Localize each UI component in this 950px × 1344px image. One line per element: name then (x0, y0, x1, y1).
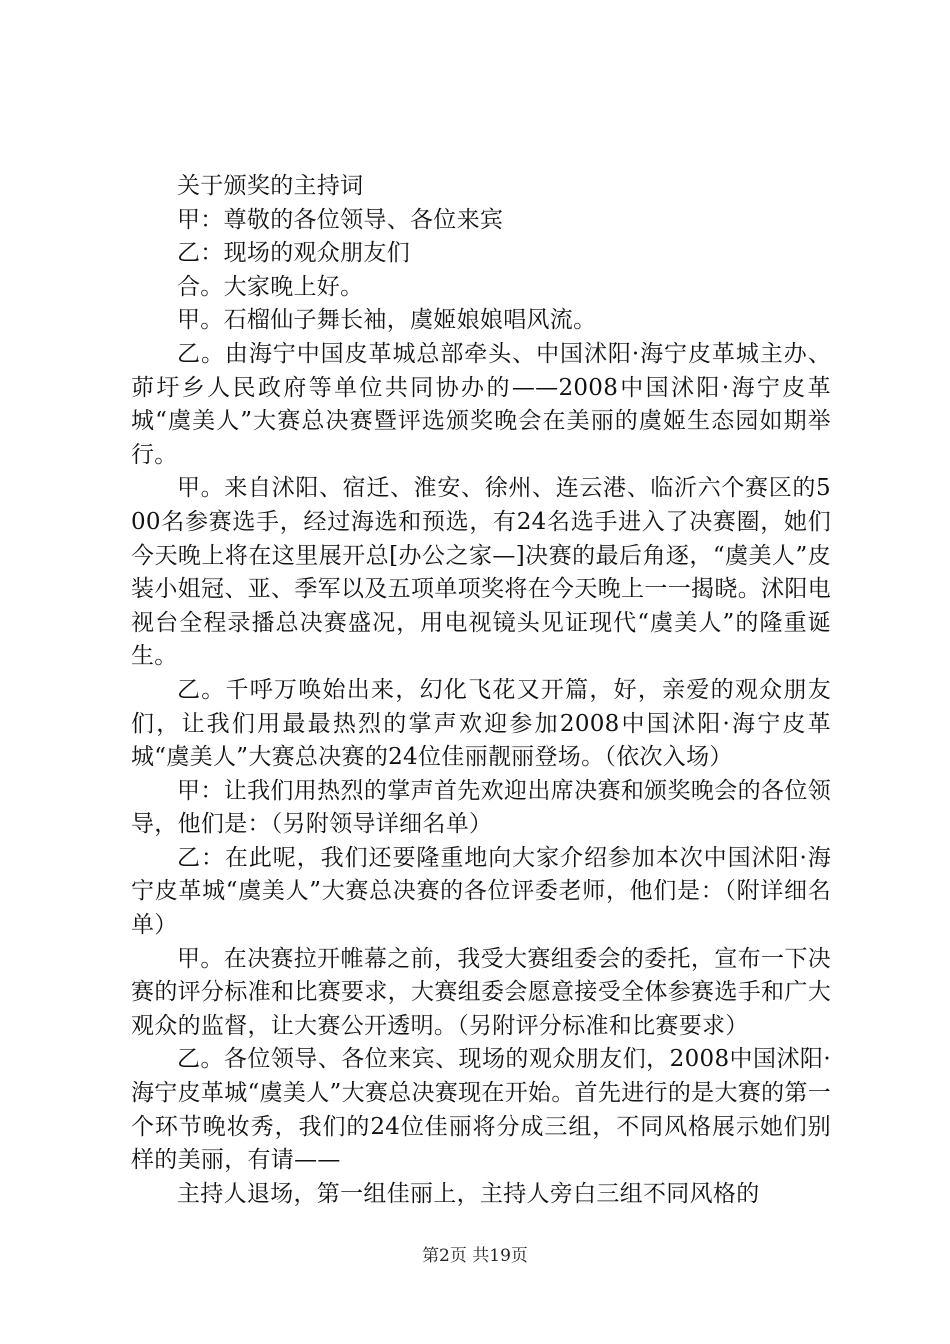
paragraph-10: 甲。在决赛拉开帷幕之前，我受大赛组委会的委托，宣布一下决赛的评分标准和比赛要求，大赛组委会愿意接受全体参赛选手和广大观众的监督，让大赛公开透明。（另附评分标准和比赛要求） (131, 945, 831, 1039)
paragraph-12: 主持人退场，第一组佳丽上，主持人旁白三组不同风格的 (177, 1180, 760, 1207)
paragraph-11: 乙。各位领导、各位来宾、现场的观众朋友们，2008中国沭阳·海宁皮革城“虞美人”大赛总决赛现在开始。首先进行的是大赛的第一个环节晚妆秀，我们的24位佳丽将分成三组，不同风格展示她们别样的美丽，有请—— (131, 1046, 831, 1174)
page-footer: 第2页 共19页 (422, 1246, 528, 1266)
paragraph-9: 乙：在此呢，我们还要隆重地向大家介绍参加本次中国沭阳·海宁皮革城“虞美人”大赛总决赛的各位评委老师，他们是：（附详细名单） (131, 844, 831, 939)
paragraph-8: 甲：让我们用热烈的掌声首先欢迎出席决赛和颁奖晚会的各位领导，他们是：（另附领导详细名单） (131, 777, 831, 838)
document-body (131, 170, 831, 1211)
paragraph-5: 乙。由海宁中国皮革城总部牵头、中国沭阳·海宁皮革城主办、茆圩乡人民政府等单位共同协办的——2008中国沭阳·海宁皮革城“虞美人”大赛总决赛暨评选颁奖晚会在美丽的虞姬生态园如期举行。 (131, 340, 831, 468)
paragraph-6: 甲。来自沭阳、宿迁、淮安、徐州、连云港、临沂六个赛区的500名参赛选手，经过海选和预选，有24名选手进入了决赛圈，她们今天晚上将在这里展开总[办公之家—]决赛的最后角逐，“虞美人”皮装小姐冠、亚、季军以及五项单项奖将在今天晚上一一揭晓。沭阳电视台全程录播总决赛盛况，用电视镜头见证现代“虞美人”的隆重诞生。 (131, 475, 831, 670)
document-title: 关于颁奖的主持词 (177, 173, 364, 199)
paragraph-3: 合。大家晚上好。 (177, 273, 364, 300)
paragraph-1: 甲：尊敬的各位领导、各位来宾 (177, 206, 504, 233)
paragraph-7: 乙。千呼万唤始出来，幻化飞花又开篇，好，亲爱的观众朋友们，让我们用最最热烈的掌声欢迎参加2008中国沭阳·海宁皮革城“虞美人”大赛总决赛的24位佳丽靓丽登场。（依次入场） (131, 676, 831, 771)
paragraph-2: 乙：现场的观众朋友们 (177, 240, 410, 267)
paragraph-4: 甲。石榴仙子舞长袖，虞姬娘娘唱风流。 (177, 307, 597, 334)
